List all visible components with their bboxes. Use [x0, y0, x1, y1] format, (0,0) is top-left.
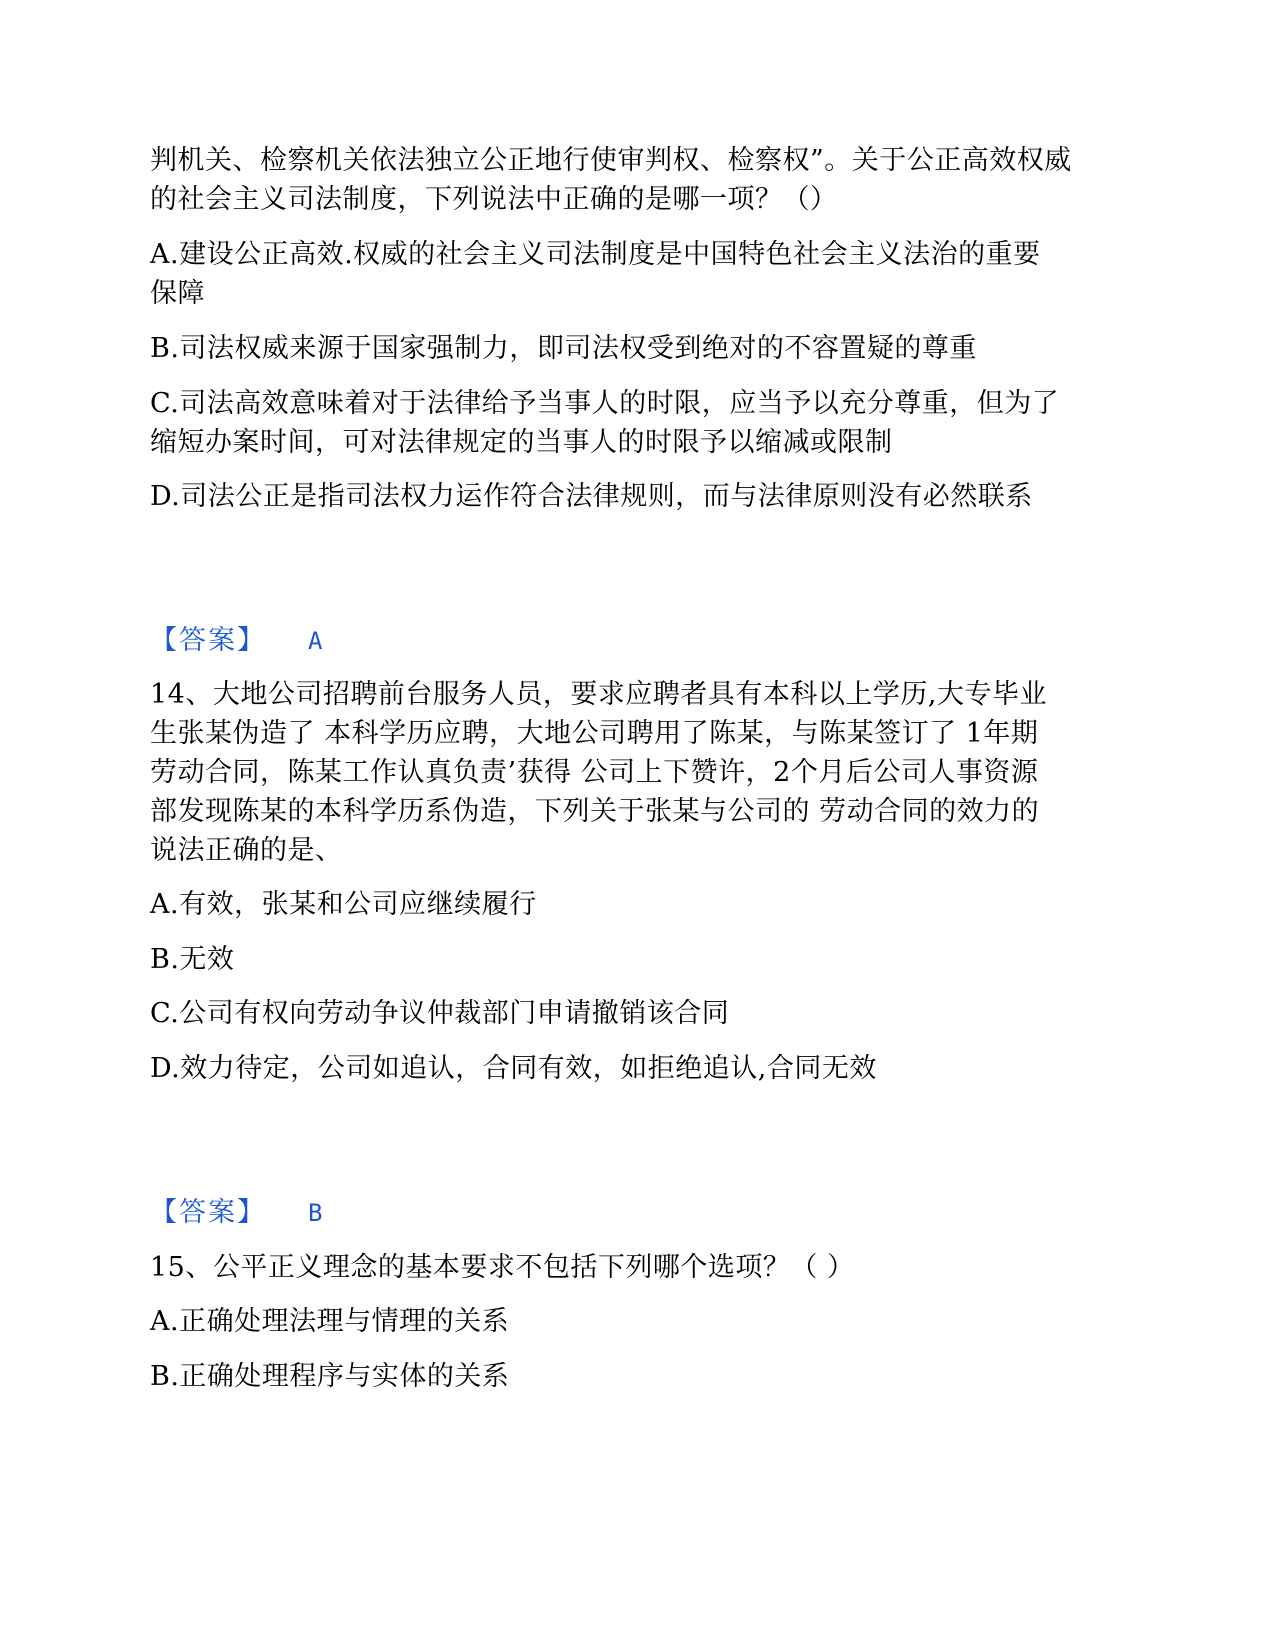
q13-option-a-line-1: A.建设公正高效.权威的社会主义司法制度是中国特色社会主义法治的重要	[150, 239, 1041, 270]
q14-stem-line-1: 14、大地公司招聘前台服务人员，要求应聘者具有本科以上学历,大专毕业	[150, 679, 1047, 710]
q14-option-b: B.无效	[150, 944, 235, 975]
q14-option-d: D.效力待定，公司如追认，合同有效，如拒绝追认,合同无效	[150, 1053, 877, 1084]
q15-option-b: B.正确处理程序与实体的关系	[150, 1361, 510, 1392]
q13-stem-line-2: 的社会主义司法制度，下列说法中正确的是哪一项？（）	[150, 184, 838, 215]
q14-stem-line-5: 说法正确的是、	[150, 835, 343, 866]
q15-stem: 15、公平正义理念的基本要求不包括下列哪个选项？（ ）	[150, 1252, 855, 1283]
q13-answer-value: A	[308, 627, 323, 655]
q13-option-c-line-2: 缩短办案时间，可对法律规定的当事人的时限予以缩减或限制	[150, 427, 893, 458]
q13-answer	[150, 622, 322, 660]
q13-answer-tag: 【答案】	[150, 625, 266, 656]
q13-option-b: B.司法权威来源于国家强制力，即司法权受到绝对的不容置疑的尊重	[150, 333, 977, 364]
q14-stem-line-3: 劳动合同，陈某工作认真负责’获得 公司上下赞许，2个月后公司人事资源	[150, 757, 1039, 788]
q14-option-a: A.有效，张某和公司应继续履行	[150, 889, 537, 920]
q13-option-a-line-2: 保障	[150, 278, 205, 309]
q13-stem-line-1: 判机关、检察机关依法独立公正地行使审判权、检察权”。关于公正高效权威	[150, 145, 1072, 176]
q13-option-c-line-1: C.司法高效意味着对于法律给予当事人的时限，应当予以充分尊重，但为了	[150, 388, 1060, 419]
q14-option-c: C.公司有权向劳动争议仲裁部门申请撤销该合同	[150, 998, 730, 1029]
q13-option-d: D.司法公正是指司法权力运作符合法律规则，而与法律原则没有必然联系	[150, 481, 1033, 512]
q14-answer	[150, 1194, 322, 1232]
q14-answer-value: B	[308, 1199, 323, 1227]
q14-stem-line-4: 部发现陈某的本科学历系伪造，下列关于张某与公司的 劳动合同的效力的	[150, 796, 1040, 827]
q14-stem-line-2: 生张某伪造了 本科学历应聘，大地公司聘用了陈某，与陈某签订了 1年期	[150, 718, 1039, 749]
q15-option-a: A.正确处理法理与情理的关系	[150, 1306, 510, 1337]
q14-answer-tag: 【答案】	[150, 1197, 266, 1228]
